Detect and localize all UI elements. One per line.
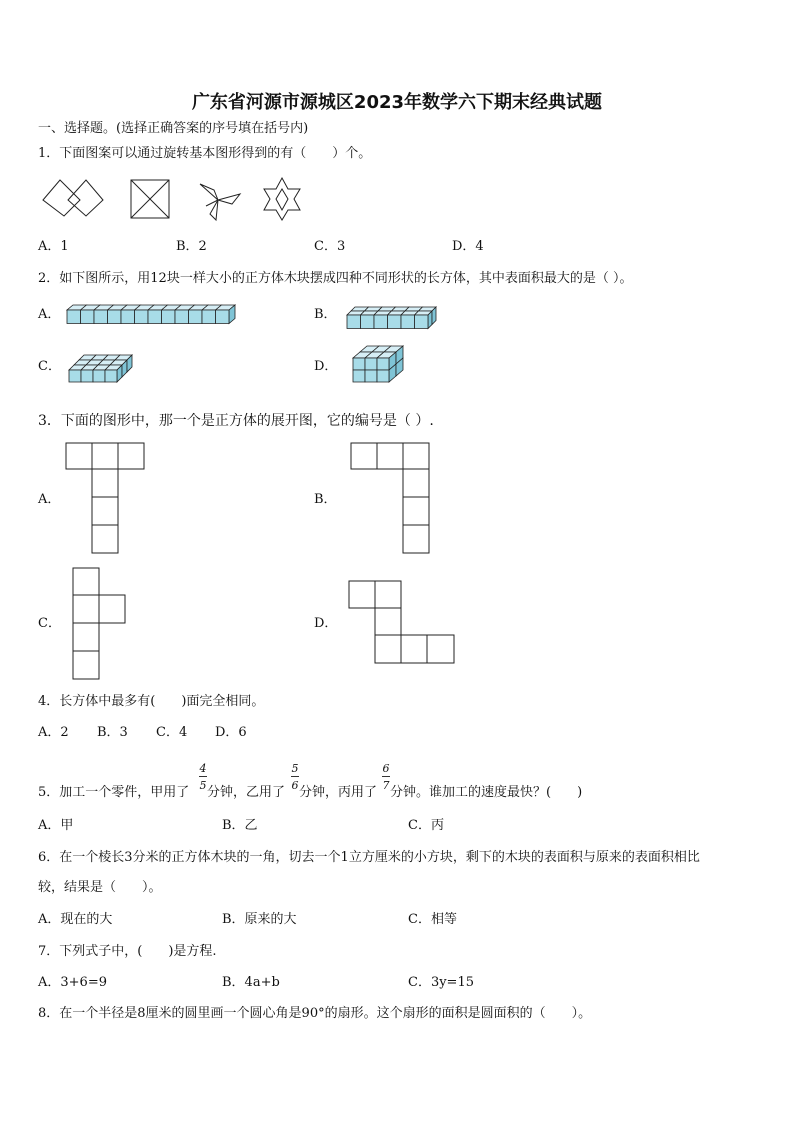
q2-label-b[interactable]: B． (314, 307, 337, 322)
net-c (73, 568, 125, 679)
q3-label-a[interactable]: A． (38, 492, 61, 507)
question-5-part2: 分钟，乙用了 (207, 785, 286, 800)
q1-option-a[interactable]: A．1 (38, 239, 69, 254)
question-3: 3．下面的图形中，那一个是正方体的展开图，它的编号是（ ）. (38, 413, 434, 429)
q3-label-b[interactable]: B． (314, 492, 337, 507)
question-6-line1: 6．在一个棱长3分米的正方体木块的一角，切去一个1立方厘米的小方块，剩下的木块的表面积与原来的表面积相比 (38, 850, 700, 865)
q4-option-a[interactable]: A．2 (38, 725, 69, 740)
fraction-2-denominator: 6 (291, 779, 299, 792)
question-8: 8．在一个半径是8厘米的圆里画一个圆心角是90°的扇形。这个扇形的面积是圆面积的（ ）。 (38, 1006, 592, 1021)
question-5-part1: 5．加工一个零件，甲用了 (38, 785, 190, 800)
fraction-1-denominator: 5 (199, 779, 207, 792)
q1-option-c[interactable]: C．3 (314, 239, 346, 254)
net-b (351, 443, 429, 553)
net-d (349, 581, 454, 663)
page-title: 广东省河源市源城区2023年数学六下期末经典试题 (191, 92, 603, 113)
net-a (66, 443, 144, 553)
question-7: 7．下列式子中，( )是方程. (38, 944, 217, 959)
fraction-2-bar (291, 776, 299, 777)
fraction-2-numerator: 5 (291, 762, 299, 775)
q5-option-a[interactable]: A．甲 (38, 818, 74, 833)
fraction-1-bar (199, 776, 207, 777)
question-6-line2: 较，结果是（ ）。 (38, 880, 162, 895)
q7-option-b[interactable]: B．4a+b (222, 975, 280, 990)
q2-label-d[interactable]: D． (314, 359, 338, 374)
fraction-3-bar (382, 776, 390, 777)
q5-option-b[interactable]: B．乙 (222, 818, 258, 833)
question-1: 1．下面图案可以通过旋转基本图形得到的有（ ）个。 (38, 146, 372, 161)
q1-option-b[interactable]: B．2 (176, 239, 207, 254)
q2-label-a[interactable]: A． (38, 307, 61, 322)
question-5-part4: 分钟。谁加工的速度最快？( ) (390, 785, 583, 800)
q6-option-c[interactable]: C．相等 (408, 912, 457, 927)
question-5-part3: 分钟，丙用了 (299, 785, 378, 800)
q7-option-c[interactable]: C．3y=15 (408, 975, 474, 990)
question-4: 4．长方体中最多有( )面完全相同。 (38, 694, 265, 709)
q7-option-a[interactable]: A．3+6=9 (38, 975, 107, 990)
q6-option-a[interactable]: A．现在的大 (38, 912, 113, 927)
fraction-3-denominator: 7 (382, 779, 390, 792)
q5-option-c[interactable]: C．丙 (408, 818, 444, 833)
question-2: 2．如下图所示，用12块一样大小的正方体木块摆成四种不同形状的长方体，其中表面积最大的是（ ）。 (38, 271, 633, 286)
q4-option-d[interactable]: D．6 (215, 725, 247, 740)
q4-option-c[interactable]: C．4 (156, 725, 188, 740)
q3-label-d[interactable]: D． (314, 616, 338, 631)
fraction-1-numerator: 4 (199, 762, 207, 775)
section-heading: 一、选择题。(选择正确答案的序号填在括号内) (38, 121, 309, 136)
q6-option-b[interactable]: B．原来的大 (222, 912, 297, 927)
q3-label-c[interactable]: C． (38, 616, 61, 631)
q4-option-b[interactable]: B．3 (97, 725, 128, 740)
q2-label-c[interactable]: C． (38, 359, 61, 374)
q1-option-d[interactable]: D．4 (452, 239, 484, 254)
fraction-3-numerator: 6 (382, 762, 390, 775)
